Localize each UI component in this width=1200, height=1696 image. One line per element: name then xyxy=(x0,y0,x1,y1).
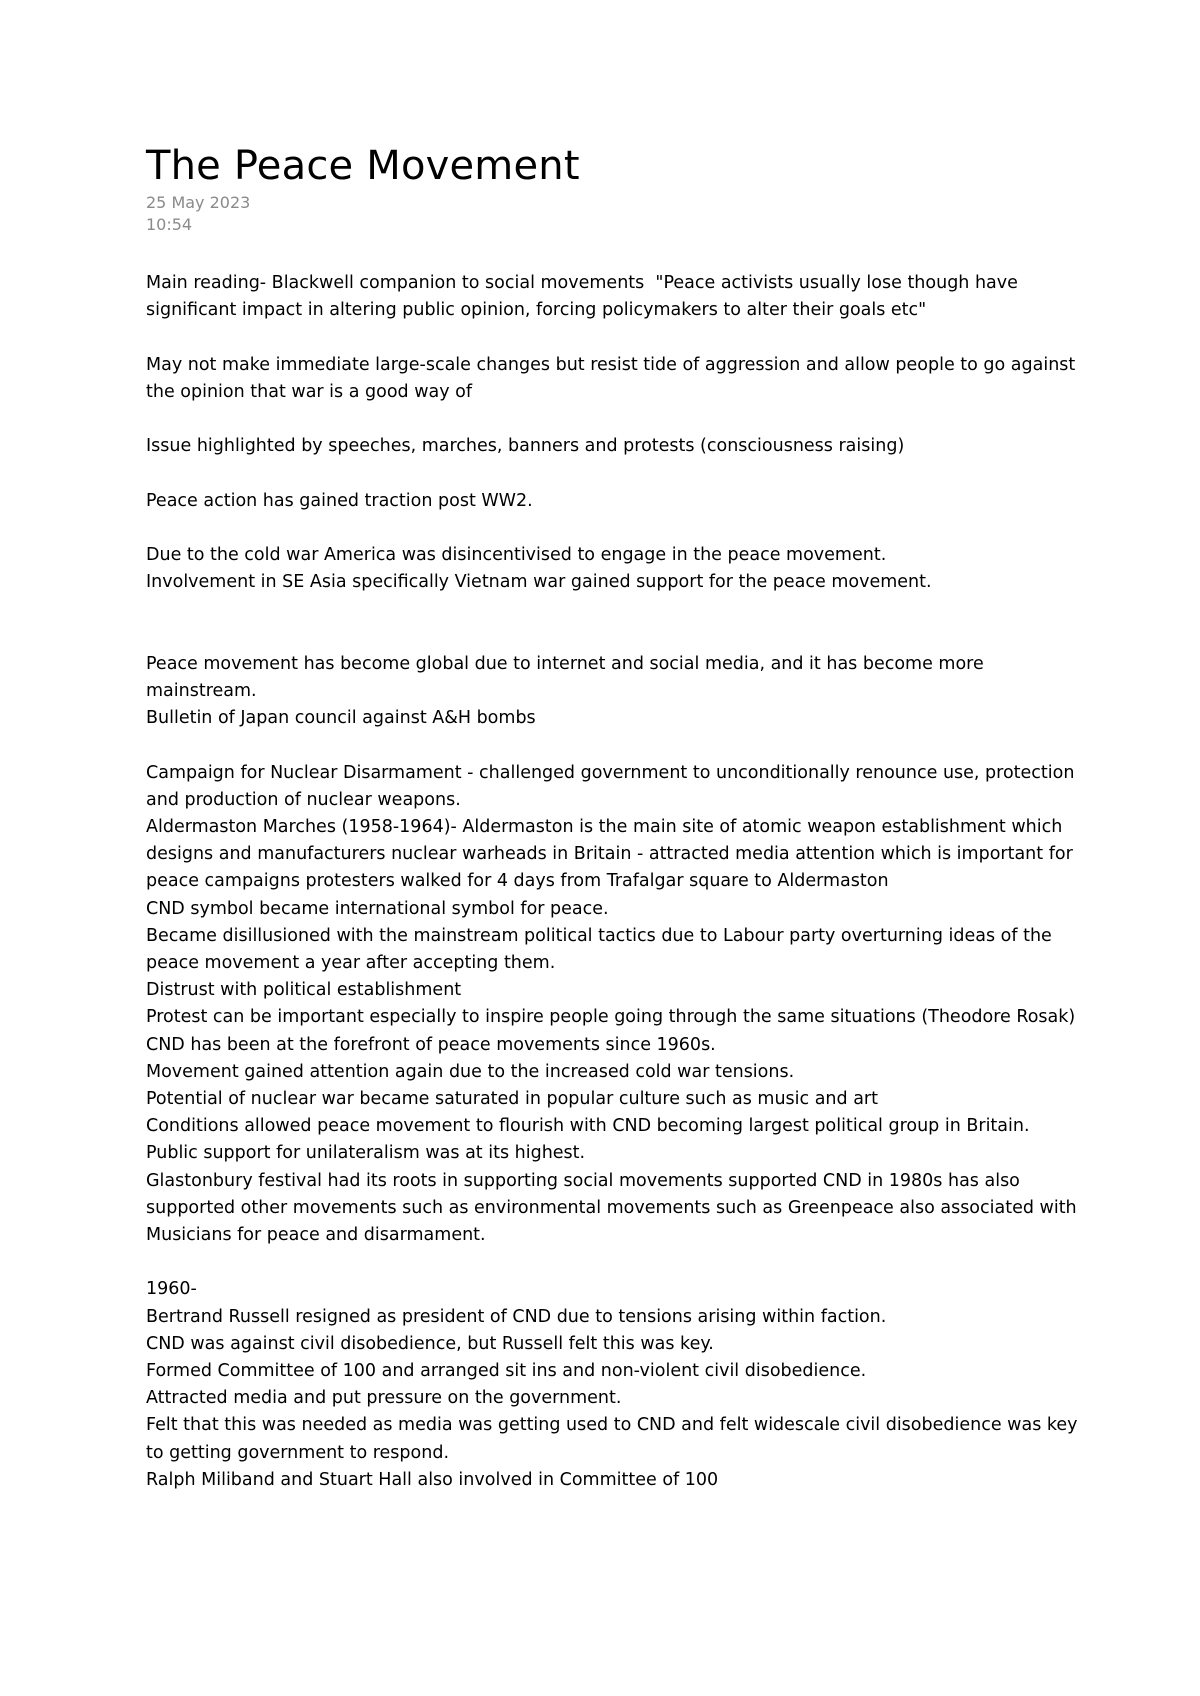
text-line: Peace movement has become global due to internet and social media, and it has become more mainstream. xyxy=(146,653,990,701)
text-line: Movement gained attention again due to the increased cold war tensions. xyxy=(146,1061,795,1082)
text-line: Main reading- Blackwell companion to social movements "Peace activists usually lose though have significant impact in altering public opinion, forcing policymakers to alter their goals etc" xyxy=(146,273,1024,321)
note-body xyxy=(146,270,1086,1494)
text-line: Aldermaston Marches (1958-1964)- Aldermaston is the main site of atomic weapon establishment which designs and manufacturers nuclear warheads in Britain - attracted media attention which is important for peace campaigns protesters walked for 4 days from Trafalgar square to Aldermaston xyxy=(146,816,1079,892)
blank-line xyxy=(146,1249,1086,1276)
text-line: CND was against civil disobedience, but Russell felt this was key. xyxy=(146,1333,714,1354)
text-line: Attracted media and put pressure on the government. xyxy=(146,1388,622,1409)
text-line: Involvement in SE Asia specifically Vietnam war gained support for the peace movement. xyxy=(146,572,932,593)
text-line: Felt that this was needed as media was getting used to CND and felt widescale civil disobedience was key to getting government to respond. xyxy=(146,1415,1084,1463)
blank-line xyxy=(146,460,1086,487)
text-line: CND symbol became international symbol for peace. xyxy=(146,898,609,919)
text-line: 1960- xyxy=(146,1279,197,1300)
text-line: Glastonbury festival had its roots in supporting social movements supported CND in 1980s has also supported other movements such as environmental movements such as Greenpeace also associated with Musicians for peace and disarmament. xyxy=(146,1170,1083,1245)
blank-line xyxy=(146,624,1086,651)
blank-line xyxy=(146,515,1086,542)
page-title: The Peace Movement xyxy=(146,143,580,189)
blank-line xyxy=(146,324,1086,351)
text-line: Issue highlighted by speeches, marches, banners and protests (consciousness raising) xyxy=(146,436,905,457)
text-line: May not make immediate large-scale changes but resist tide of aggression and allow people to go against the opinion that war is a good way of xyxy=(146,354,1081,402)
text-line: Peace action has gained traction post WW2. xyxy=(146,490,533,511)
blank-line xyxy=(146,406,1086,433)
text-line: Bertrand Russell resigned as president of CND due to tensions arising within faction. xyxy=(146,1306,887,1327)
blank-line xyxy=(146,596,1086,623)
text-line: Potential of nuclear war became saturated in popular culture such as music and art xyxy=(146,1088,878,1109)
text-line: Conditions allowed peace movement to flourish with CND becoming largest political group in Britain. xyxy=(146,1116,1030,1137)
text-line: CND has been at the forefront of peace movements since 1960s. xyxy=(146,1034,716,1055)
note-page xyxy=(146,140,1086,1494)
text-line: Ralph Miliband and Stuart Hall also involved in Committee of 100 xyxy=(146,1469,719,1490)
text-line: Public support for unilateralism was at its highest. xyxy=(146,1143,586,1164)
text-line: Formed Committee of 100 and arranged sit ins and non-violent civil disobedience. xyxy=(146,1361,867,1381)
text-line: Campaign for Nuclear Disarmament - challenged government to unconditionally renounce use, protection and production of nuclear weapons. xyxy=(146,762,1081,810)
note-time: 10:54 xyxy=(146,215,193,234)
text-line: Became disillusioned with the mainstream political tactics due to Labour party overturning ideas of the peace movement a year after accepting them. xyxy=(146,925,1058,973)
note-date: 25 May 2023 xyxy=(146,193,251,212)
blank-line xyxy=(146,732,1086,759)
text-line: Bulletin of Japan council against A&H bombs xyxy=(146,708,536,729)
text-line: Distrust with political establishment xyxy=(146,980,462,1001)
text-line: Due to the cold war America was disincentivised to engage in the peace movement. xyxy=(146,544,887,565)
text-line: Protest can be important especially to inspire people going through the same situations (Theodore Rosak) xyxy=(146,1007,1076,1028)
